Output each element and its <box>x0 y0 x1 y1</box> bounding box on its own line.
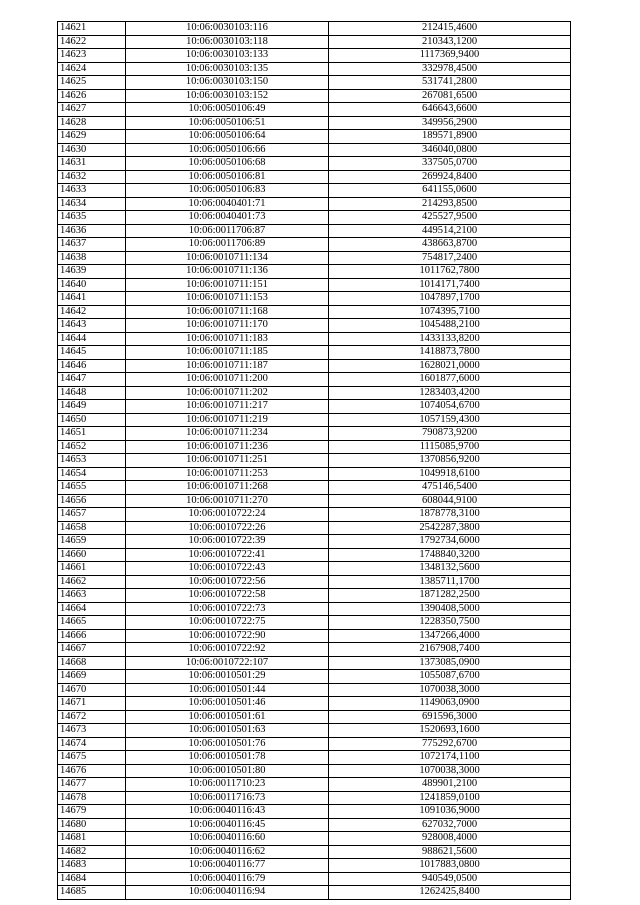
table-row <box>58 710 571 724</box>
table-row <box>58 454 571 468</box>
cadastral-number-cell: 10:06:0010722:73 <box>126 602 329 616</box>
cadastral-number-cell: 10:06:0011706:87 <box>126 224 329 238</box>
row-number-cell: 14656 <box>58 494 126 508</box>
table-row <box>58 508 571 522</box>
value-cell: 1047897,1700 <box>329 292 571 306</box>
value-cell: 2542287,3800 <box>329 521 571 535</box>
cadastral-number-cell: 10:06:0010722:26 <box>126 521 329 535</box>
cadastral-number-cell: 10:06:0040116:62 <box>126 845 329 859</box>
cadastral-number-cell: 10:06:0040401:73 <box>126 211 329 225</box>
row-number-cell: 14624 <box>58 62 126 76</box>
table-row <box>58 76 571 90</box>
row-number-cell: 14672 <box>58 710 126 724</box>
row-number-cell: 14685 <box>58 886 126 900</box>
cadastral-number-cell: 10:06:0010722:41 <box>126 548 329 562</box>
value-cell: 1091036,9000 <box>329 805 571 819</box>
cadastral-number-cell: 10:06:0010711:268 <box>126 481 329 495</box>
row-number-cell: 14673 <box>58 724 126 738</box>
row-number-cell: 14670 <box>58 683 126 697</box>
cadastral-number-cell: 10:06:0010501:61 <box>126 710 329 724</box>
value-cell: 1055087,6700 <box>329 670 571 684</box>
row-number-cell: 14680 <box>58 818 126 832</box>
cadastral-number-cell: 10:06:0040116:45 <box>126 818 329 832</box>
table-row <box>58 629 571 643</box>
value-cell: 1014171,7400 <box>329 278 571 292</box>
value-cell: 1074054,6700 <box>329 400 571 414</box>
cadastral-number-cell: 10:06:0010501:76 <box>126 737 329 751</box>
row-number-cell: 14639 <box>58 265 126 279</box>
table-row <box>58 481 571 495</box>
table-row <box>58 62 571 76</box>
cadastral-number-cell: 10:06:0010501:46 <box>126 697 329 711</box>
table-row <box>58 791 571 805</box>
row-number-cell: 14650 <box>58 413 126 427</box>
row-number-cell: 14651 <box>58 427 126 441</box>
table-row <box>58 49 571 63</box>
cadastral-number-cell: 10:06:0010722:43 <box>126 562 329 576</box>
value-cell: 1373085,0900 <box>329 656 571 670</box>
table-row <box>58 683 571 697</box>
row-number-cell: 14675 <box>58 751 126 765</box>
table-row <box>58 872 571 886</box>
row-number-cell: 14642 <box>58 305 126 319</box>
table-row <box>58 751 571 765</box>
row-number-cell: 14683 <box>58 859 126 873</box>
cadastral-number-cell: 10:06:0010711:134 <box>126 251 329 265</box>
row-number-cell: 14645 <box>58 346 126 360</box>
value-cell: 2167908,7400 <box>329 643 571 657</box>
table-row <box>58 575 571 589</box>
cadastral-number-cell: 10:06:0010722:56 <box>126 575 329 589</box>
table-row <box>58 197 571 211</box>
row-number-cell: 14623 <box>58 49 126 63</box>
cadastral-number-cell: 10:06:0030103:135 <box>126 62 329 76</box>
row-number-cell: 14635 <box>58 211 126 225</box>
value-cell: 337505,0700 <box>329 157 571 171</box>
cadastral-number-cell: 10:06:0010711:236 <box>126 440 329 454</box>
value-cell: 1070038,3000 <box>329 683 571 697</box>
row-number-cell: 14653 <box>58 454 126 468</box>
table-row <box>58 670 571 684</box>
value-cell: 1057159,4300 <box>329 413 571 427</box>
value-cell: 1628021,0000 <box>329 359 571 373</box>
cadastral-number-cell: 10:06:0010501:44 <box>126 683 329 697</box>
table-row <box>58 211 571 225</box>
value-cell: 475146,5400 <box>329 481 571 495</box>
value-cell: 214293,8500 <box>329 197 571 211</box>
table-row <box>58 805 571 819</box>
row-number-cell: 14638 <box>58 251 126 265</box>
row-number-cell: 14631 <box>58 157 126 171</box>
cadastral-number-cell: 10:06:0050106:66 <box>126 143 329 157</box>
cadastral-number-cell: 10:06:0011706:89 <box>126 238 329 252</box>
row-number-cell: 14660 <box>58 548 126 562</box>
row-number-cell: 14664 <box>58 602 126 616</box>
cadastral-number-cell: 10:06:0030103:118 <box>126 35 329 49</box>
table-row <box>58 886 571 900</box>
table-row <box>58 589 571 603</box>
table-row <box>58 89 571 103</box>
table-row <box>58 697 571 711</box>
row-number-cell: 14658 <box>58 521 126 535</box>
table-row <box>58 292 571 306</box>
value-cell: 1262425,8400 <box>329 886 571 900</box>
row-number-cell: 14636 <box>58 224 126 238</box>
table-row <box>58 157 571 171</box>
cadastral-number-cell: 10:06:0050106:49 <box>126 103 329 117</box>
table-row <box>58 386 571 400</box>
cadastral-number-cell: 10:06:0010711:202 <box>126 386 329 400</box>
value-cell: 346040,0800 <box>329 143 571 157</box>
table-row <box>58 724 571 738</box>
table-row <box>58 170 571 184</box>
value-cell: 1241859,0100 <box>329 791 571 805</box>
table-row <box>58 373 571 387</box>
row-number-cell: 14625 <box>58 76 126 90</box>
row-number-cell: 14662 <box>58 575 126 589</box>
cadastral-number-cell: 10:06:0010501:80 <box>126 764 329 778</box>
table-row <box>58 521 571 535</box>
row-number-cell: 14659 <box>58 535 126 549</box>
cadastral-number-cell: 10:06:0040401:71 <box>126 197 329 211</box>
table-row <box>58 143 571 157</box>
cadastral-number-cell: 10:06:0050106:81 <box>126 170 329 184</box>
cadastral-number-cell: 10:06:0040116:60 <box>126 832 329 846</box>
row-number-cell: 14646 <box>58 359 126 373</box>
table-row <box>58 616 571 630</box>
table-row <box>58 184 571 198</box>
cadastral-number-cell: 10:06:0030103:133 <box>126 49 329 63</box>
value-cell: 349956,2900 <box>329 116 571 130</box>
cadastral-number-cell: 10:06:0010711:183 <box>126 332 329 346</box>
value-cell: 928008,4000 <box>329 832 571 846</box>
row-number-cell: 14655 <box>58 481 126 495</box>
row-number-cell: 14637 <box>58 238 126 252</box>
value-cell: 425527,9500 <box>329 211 571 225</box>
value-cell: 1045488,2100 <box>329 319 571 333</box>
row-number-cell: 14626 <box>58 89 126 103</box>
row-number-cell: 14652 <box>58 440 126 454</box>
value-cell: 1601877,6000 <box>329 373 571 387</box>
cadastral-number-cell: 10:06:0010711:217 <box>126 400 329 414</box>
row-number-cell: 14622 <box>58 35 126 49</box>
cadastral-number-cell: 10:06:0010711:168 <box>126 305 329 319</box>
cadastral-number-cell: 10:06:0010711:151 <box>126 278 329 292</box>
cadastral-number-cell: 10:06:0010722:58 <box>126 589 329 603</box>
table-body <box>58 22 571 900</box>
cadastral-number-cell: 10:06:0010711:185 <box>126 346 329 360</box>
table-row <box>58 764 571 778</box>
value-cell: 1390408,5000 <box>329 602 571 616</box>
cadastral-number-cell: 10:06:0050106:51 <box>126 116 329 130</box>
row-number-cell: 14667 <box>58 643 126 657</box>
value-cell: 1011762,7800 <box>329 265 571 279</box>
row-number-cell: 14649 <box>58 400 126 414</box>
value-cell: 267081,6500 <box>329 89 571 103</box>
value-cell: 1070038,3000 <box>329 764 571 778</box>
cadastral-number-cell: 10:06:0040116:94 <box>126 886 329 900</box>
row-number-cell: 14676 <box>58 764 126 778</box>
cadastral-number-cell: 10:06:0010711:270 <box>126 494 329 508</box>
cadastral-number-cell: 10:06:0050106:64 <box>126 130 329 144</box>
row-number-cell: 14647 <box>58 373 126 387</box>
cadastral-number-cell: 10:06:0010722:92 <box>126 643 329 657</box>
cadastral-number-cell: 10:06:0010711:219 <box>126 413 329 427</box>
cadastral-number-cell: 10:06:0040116:77 <box>126 859 329 873</box>
row-number-cell: 14621 <box>58 22 126 36</box>
value-cell: 489901,2100 <box>329 778 571 792</box>
table-row <box>58 535 571 549</box>
value-cell: 449514,2100 <box>329 224 571 238</box>
value-cell: 1433133,8200 <box>329 332 571 346</box>
value-cell: 988621,5600 <box>329 845 571 859</box>
value-cell: 1228350,7500 <box>329 616 571 630</box>
cadastral-number-cell: 10:06:0010722:75 <box>126 616 329 630</box>
value-cell: 1385711,1700 <box>329 575 571 589</box>
table-row <box>58 359 571 373</box>
cadastral-number-cell: 10:06:0010722:90 <box>126 629 329 643</box>
row-number-cell: 14678 <box>58 791 126 805</box>
cadastral-number-cell: 10:06:0050106:68 <box>126 157 329 171</box>
table-row <box>58 467 571 481</box>
cadastral-number-cell: 10:06:0010711:253 <box>126 467 329 481</box>
row-number-cell: 14666 <box>58 629 126 643</box>
cadastral-value-table <box>57 21 571 900</box>
row-number-cell: 14634 <box>58 197 126 211</box>
table-row <box>58 35 571 49</box>
table-row <box>58 778 571 792</box>
value-cell: 1283403,4200 <box>329 386 571 400</box>
value-cell: 189571,8900 <box>329 130 571 144</box>
row-number-cell: 14661 <box>58 562 126 576</box>
value-cell: 1017883,0800 <box>329 859 571 873</box>
table-row <box>58 494 571 508</box>
value-cell: 646643,6600 <box>329 103 571 117</box>
row-number-cell: 14681 <box>58 832 126 846</box>
table-row <box>58 562 571 576</box>
table-row <box>58 305 571 319</box>
value-cell: 1792734,6000 <box>329 535 571 549</box>
cadastral-number-cell: 10:06:0010722:24 <box>126 508 329 522</box>
cadastral-number-cell: 10:06:0040116:43 <box>126 805 329 819</box>
table-row <box>58 332 571 346</box>
value-cell: 1049918,6100 <box>329 467 571 481</box>
table-row <box>58 859 571 873</box>
value-cell: 1117369,9400 <box>329 49 571 63</box>
value-cell: 269924,8400 <box>329 170 571 184</box>
row-number-cell: 14641 <box>58 292 126 306</box>
value-cell: 641155,0600 <box>329 184 571 198</box>
value-cell: 1370856,9200 <box>329 454 571 468</box>
cadastral-number-cell: 10:06:0010722:107 <box>126 656 329 670</box>
cadastral-number-cell: 10:06:0050106:83 <box>126 184 329 198</box>
row-number-cell: 14640 <box>58 278 126 292</box>
cadastral-number-cell: 10:06:0010711:136 <box>126 265 329 279</box>
cadastral-number-cell: 10:06:0010711:234 <box>126 427 329 441</box>
value-cell: 1072174,1100 <box>329 751 571 765</box>
row-number-cell: 14682 <box>58 845 126 859</box>
cadastral-number-cell: 10:06:0040116:79 <box>126 872 329 886</box>
row-number-cell: 14628 <box>58 116 126 130</box>
value-cell: 1748840,3200 <box>329 548 571 562</box>
table-row <box>58 818 571 832</box>
row-number-cell: 14677 <box>58 778 126 792</box>
value-cell: 1074395,7100 <box>329 305 571 319</box>
table-row <box>58 656 571 670</box>
table-row <box>58 413 571 427</box>
cadastral-number-cell: 10:06:0010711:187 <box>126 359 329 373</box>
cadastral-number-cell: 10:06:0010711:170 <box>126 319 329 333</box>
table-row <box>58 22 571 36</box>
value-cell: 1348132,5600 <box>329 562 571 576</box>
cadastral-number-cell: 10:06:0011716:73 <box>126 791 329 805</box>
row-number-cell: 14629 <box>58 130 126 144</box>
table-row <box>58 400 571 414</box>
row-number-cell: 14671 <box>58 697 126 711</box>
cadastral-number-cell: 10:06:0010711:251 <box>126 454 329 468</box>
value-cell: 790873,9200 <box>329 427 571 441</box>
value-cell: 940549,0500 <box>329 872 571 886</box>
row-number-cell: 14644 <box>58 332 126 346</box>
table-row <box>58 251 571 265</box>
cadastral-number-cell: 10:06:0010501:29 <box>126 670 329 684</box>
cadastral-number-cell: 10:06:0010711:200 <box>126 373 329 387</box>
cadastral-number-cell: 10:06:0011710:23 <box>126 778 329 792</box>
value-cell: 608044,9100 <box>329 494 571 508</box>
row-number-cell: 14643 <box>58 319 126 333</box>
row-number-cell: 14632 <box>58 170 126 184</box>
row-number-cell: 14674 <box>58 737 126 751</box>
value-cell: 1878778,3100 <box>329 508 571 522</box>
row-number-cell: 14633 <box>58 184 126 198</box>
row-number-cell: 14679 <box>58 805 126 819</box>
table-row <box>58 548 571 562</box>
row-number-cell: 14630 <box>58 143 126 157</box>
table-row <box>58 265 571 279</box>
table-row <box>58 319 571 333</box>
value-cell: 775292,6700 <box>329 737 571 751</box>
table-row <box>58 832 571 846</box>
value-cell: 438663,8700 <box>329 238 571 252</box>
table-row <box>58 130 571 144</box>
table-row <box>58 238 571 252</box>
cadastral-number-cell: 10:06:0010722:39 <box>126 535 329 549</box>
value-cell: 1347266,4000 <box>329 629 571 643</box>
value-cell: 332978,4500 <box>329 62 571 76</box>
row-number-cell: 14668 <box>58 656 126 670</box>
row-number-cell: 14669 <box>58 670 126 684</box>
table-row <box>58 737 571 751</box>
value-cell: 1520693,1600 <box>329 724 571 738</box>
cadastral-number-cell: 10:06:0030103:116 <box>126 22 329 36</box>
cadastral-number-cell: 10:06:0030103:152 <box>126 89 329 103</box>
row-number-cell: 14657 <box>58 508 126 522</box>
row-number-cell: 14684 <box>58 872 126 886</box>
row-number-cell: 14654 <box>58 467 126 481</box>
cadastral-number-cell: 10:06:0010501:78 <box>126 751 329 765</box>
cadastral-number-cell: 10:06:0030103:150 <box>126 76 329 90</box>
value-cell: 691596,3000 <box>329 710 571 724</box>
cadastral-number-cell: 10:06:0010711:153 <box>126 292 329 306</box>
value-cell: 531741,2800 <box>329 76 571 90</box>
row-number-cell: 14648 <box>58 386 126 400</box>
table-row <box>58 103 571 117</box>
row-number-cell: 14627 <box>58 103 126 117</box>
table-row <box>58 224 571 238</box>
value-cell: 210343,1200 <box>329 35 571 49</box>
row-number-cell: 14663 <box>58 589 126 603</box>
value-cell: 1149063,0900 <box>329 697 571 711</box>
table-row <box>58 602 571 616</box>
row-number-cell: 14665 <box>58 616 126 630</box>
value-cell: 1418873,7800 <box>329 346 571 360</box>
value-cell: 1115085,9700 <box>329 440 571 454</box>
table-row <box>58 278 571 292</box>
table-row <box>58 346 571 360</box>
table-row <box>58 440 571 454</box>
table-row <box>58 116 571 130</box>
value-cell: 754817,2400 <box>329 251 571 265</box>
cadastral-number-cell: 10:06:0010501:63 <box>126 724 329 738</box>
value-cell: 212415,4600 <box>329 22 571 36</box>
value-cell: 1871282,2500 <box>329 589 571 603</box>
table-row <box>58 427 571 441</box>
value-cell: 627032,7000 <box>329 818 571 832</box>
table-row <box>58 845 571 859</box>
table-row <box>58 643 571 657</box>
